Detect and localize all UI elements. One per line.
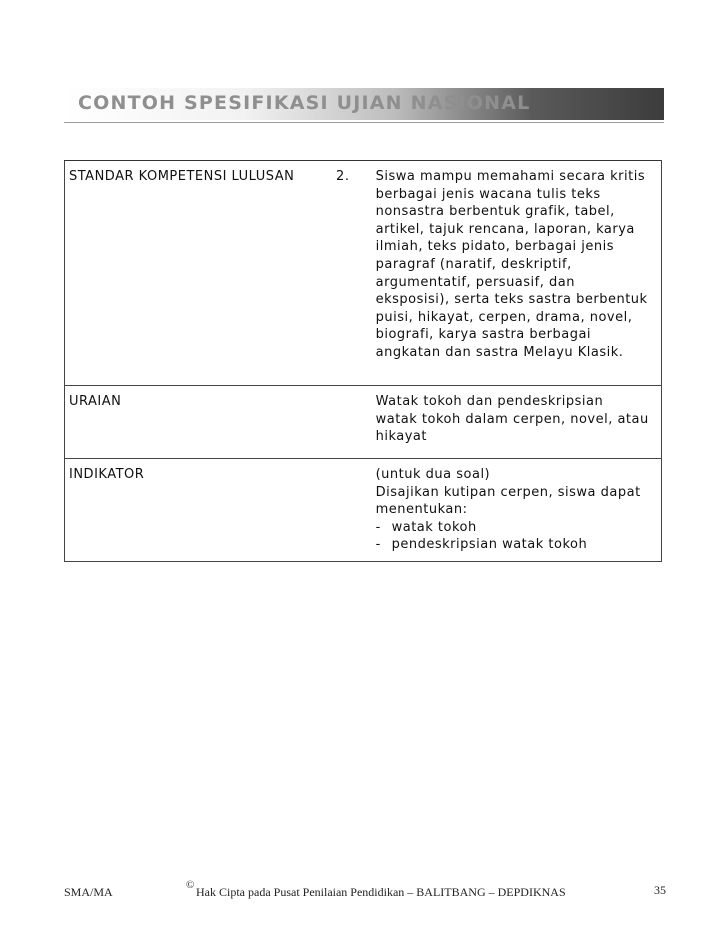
text-line: Watak tokoh dan pendeskripsian	[375, 394, 604, 409]
bullet-dash: -	[375, 519, 381, 535]
text-line: biografi, karya sastra berbagai	[375, 327, 592, 343]
specification-table	[64, 160, 662, 562]
page-title: CONTOH SPESIFIKASI UJIAN NASIONAL	[78, 92, 531, 114]
list-item	[376, 519, 657, 537]
bullet-text: pendeskripsian watak tokoh	[391, 537, 588, 553]
text-line: (untuk dua soal)	[375, 467, 491, 482]
text-line: nonsastra berbentuk grafik, tabel,	[375, 204, 615, 220]
text-line: Disajikan kutipan cerpen, siswa dapat	[375, 484, 641, 500]
text-line: puisi, hikayat, cerpen, drama, novel,	[375, 309, 633, 325]
text-line: argumentatif, persuasif, dan	[375, 274, 575, 290]
copyright-symbol: ©	[186, 879, 195, 891]
row-number: 2.	[336, 161, 376, 386]
table-row-uraian	[65, 386, 662, 459]
row-description	[376, 459, 662, 562]
text-line: ilmiah, teks pidato, berbagai jenis	[375, 239, 615, 255]
bullet-text: watak tokoh	[391, 519, 477, 535]
section-header-rule	[64, 122, 664, 123]
row-description	[376, 161, 662, 386]
row-description	[376, 386, 662, 459]
table-row-indikator	[65, 459, 662, 562]
footer-school-level: SMA/MA	[64, 885, 113, 899]
text-line: berbagai jenis wacana tulis teks	[375, 186, 601, 202]
row-label: STANDAR KOMPETENSI LULUSAN	[65, 161, 337, 386]
text-line: menentukan:	[375, 502, 468, 518]
table-row-standar-kompetensi	[65, 161, 662, 386]
text-line: eksposisi), serta teks sastra berbentuk	[375, 292, 648, 308]
list-item	[376, 536, 657, 554]
text-line: angkatan dan sastra Melayu Klasik.	[375, 344, 624, 360]
text-line: paragraf (naratif, deskriptif,	[375, 256, 572, 272]
text-line: watak tokoh dalam cerpen, novel, atau	[375, 411, 649, 427]
row-number	[336, 459, 376, 562]
row-number	[336, 386, 376, 459]
text-line: Siswa mampu memahami secara kritis	[375, 169, 646, 184]
row-label: URAIAN	[65, 386, 337, 459]
row-label: INDIKATOR	[65, 459, 337, 562]
bullet-dash: -	[375, 537, 381, 553]
page-number: 35	[654, 883, 666, 897]
text-line: artikel, tajuk rencana, laporan, karya	[375, 221, 635, 237]
text-line: hikayat	[375, 429, 427, 445]
footer-copyright-text: Hak Cipta pada Pusat Penilaian Pendidikan – BALITBANG – DEPDIKNAS	[196, 885, 566, 899]
page-footer	[64, 879, 666, 905]
